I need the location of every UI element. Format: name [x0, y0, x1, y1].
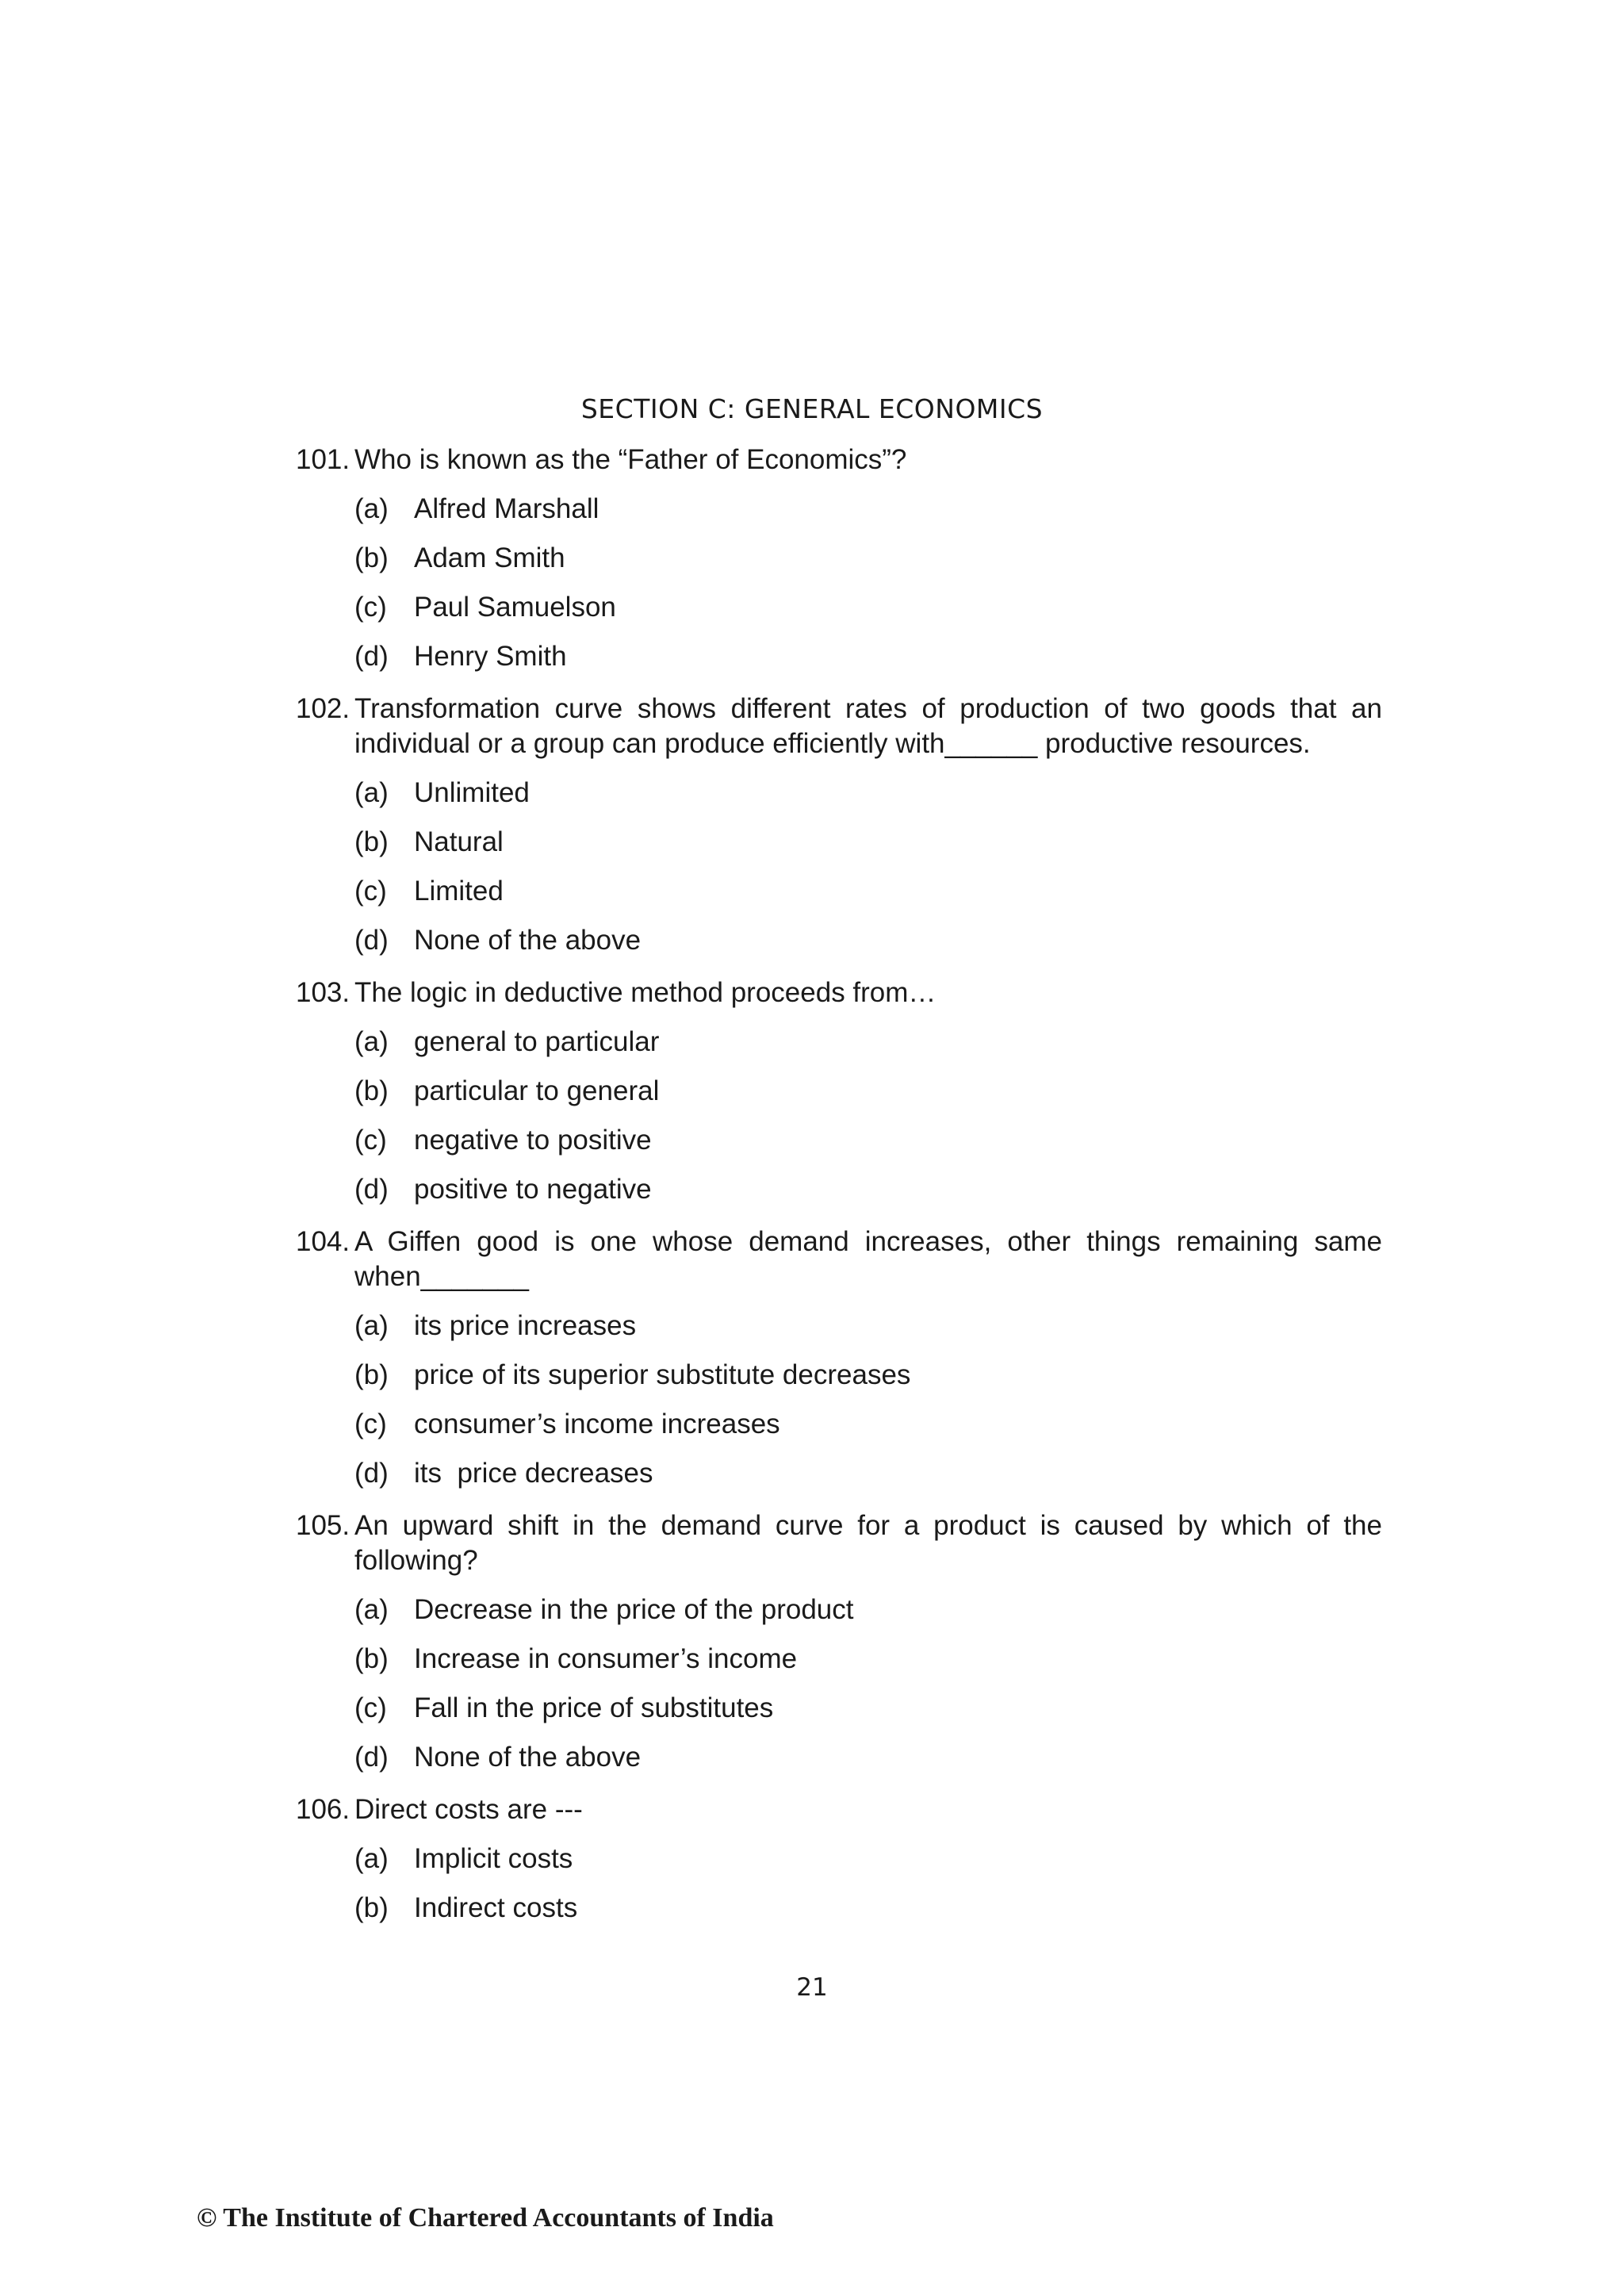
- option: [296, 1891, 1382, 1926]
- question-text: A Giffen good is one whose demand increases, other things remaining same when_______: [354, 1226, 1382, 1292]
- option-label: (b): [354, 1359, 389, 1390]
- question-text: Direct costs are ---: [354, 1794, 583, 1825]
- option-label: (a): [354, 1594, 389, 1625]
- option-label: (c): [354, 1409, 387, 1439]
- option-text: Increase in consumer’s income: [414, 1643, 798, 1674]
- option: [296, 825, 1382, 860]
- option-label: (b): [354, 1892, 389, 1923]
- option: [296, 1842, 1382, 1876]
- option-text: Adam Smith: [414, 542, 565, 573]
- question-104: [296, 1225, 1382, 1491]
- option-text: Unlimited: [414, 777, 530, 808]
- option: [296, 776, 1382, 811]
- page-number: 21: [796, 1973, 828, 2002]
- option: [296, 1593, 1382, 1627]
- question-number: 103.: [296, 977, 350, 1008]
- question-number: 106.: [296, 1794, 350, 1825]
- option-text: None of the above: [414, 925, 642, 956]
- option: [296, 1309, 1382, 1343]
- footer-copyright: © The Institute of Chartered Accountants of India: [197, 2203, 774, 2233]
- option-label: (b): [354, 826, 389, 857]
- option-label: (c): [354, 1692, 387, 1723]
- option-label: (a): [354, 777, 389, 808]
- question-text: Transformation curve shows different rates of production of two goods that an individual or a group can produce efficiently with______ productive resources.: [354, 693, 1382, 759]
- option-text: its price increases: [414, 1310, 637, 1341]
- option-label: (a): [354, 1026, 389, 1057]
- option-label: (b): [354, 542, 389, 573]
- option: [296, 1123, 1382, 1158]
- option-text: Henry Smith: [414, 641, 567, 672]
- option: [296, 541, 1382, 576]
- option-label: (d): [354, 1174, 389, 1205]
- question-number: 101.: [296, 444, 350, 475]
- option: [296, 492, 1382, 527]
- question-106: [296, 1792, 1382, 1926]
- question-101: [296, 443, 1382, 674]
- question-number: 105.: [296, 1510, 350, 1541]
- option-label: (c): [354, 592, 387, 623]
- option: [296, 1691, 1382, 1726]
- option: [296, 590, 1382, 625]
- option: [296, 1025, 1382, 1060]
- option-label: (d): [354, 641, 389, 672]
- option-text: price of its superior substitute decreases: [414, 1359, 911, 1390]
- option: [296, 1172, 1382, 1207]
- option-label: (b): [354, 1075, 389, 1106]
- option-label: (b): [354, 1643, 389, 1674]
- option-label: (c): [354, 876, 387, 907]
- option-text: Natural: [414, 826, 504, 857]
- option-text: Implicit costs: [414, 1843, 573, 1874]
- option-text: Limited: [414, 876, 504, 907]
- question-105: [296, 1508, 1382, 1775]
- option-text: Paul Samuelson: [414, 592, 616, 623]
- option: [296, 1358, 1382, 1393]
- question-102: [296, 692, 1382, 958]
- question-list: [296, 443, 1382, 1943]
- option-text: None of the above: [414, 1742, 642, 1773]
- option-text: Decrease in the price of the product: [414, 1594, 854, 1625]
- question-text: The logic in deductive method proceeds from…: [354, 977, 936, 1008]
- question-number: 104.: [296, 1226, 350, 1257]
- option-text: negative to positive: [414, 1125, 652, 1156]
- option-label: (d): [354, 1458, 389, 1489]
- option: [296, 1456, 1382, 1491]
- question-text: Who is known as the “Father of Economics”?: [354, 444, 907, 475]
- option: [296, 923, 1382, 958]
- option-label: (d): [354, 925, 389, 956]
- option-label: (a): [354, 1843, 389, 1874]
- option: [296, 639, 1382, 674]
- option-label: (a): [354, 493, 389, 524]
- option-text: Indirect costs: [414, 1892, 578, 1923]
- option-text: its price decreases: [414, 1458, 653, 1489]
- option-text: positive to negative: [414, 1174, 652, 1205]
- option: [296, 1642, 1382, 1677]
- option-text: Fall in the price of substitutes: [414, 1692, 774, 1723]
- option-text: consumer’s income increases: [414, 1409, 780, 1439]
- option: [296, 1407, 1382, 1442]
- option-text: general to particular: [414, 1026, 660, 1057]
- question-103: [296, 976, 1382, 1207]
- option-label: (c): [354, 1125, 387, 1156]
- option-text: particular to general: [414, 1075, 660, 1106]
- option: [296, 874, 1382, 909]
- option-label: (a): [354, 1310, 389, 1341]
- question-text: An upward shift in the demand curve for a product is caused by which of the following?: [354, 1510, 1382, 1576]
- question-number: 102.: [296, 693, 350, 724]
- option-text: Alfred Marshall: [414, 493, 599, 524]
- section-title: SECTION C: GENERAL ECONOMICS: [580, 393, 1044, 424]
- option: [296, 1740, 1382, 1775]
- option-label: (d): [354, 1742, 389, 1773]
- option: [296, 1074, 1382, 1109]
